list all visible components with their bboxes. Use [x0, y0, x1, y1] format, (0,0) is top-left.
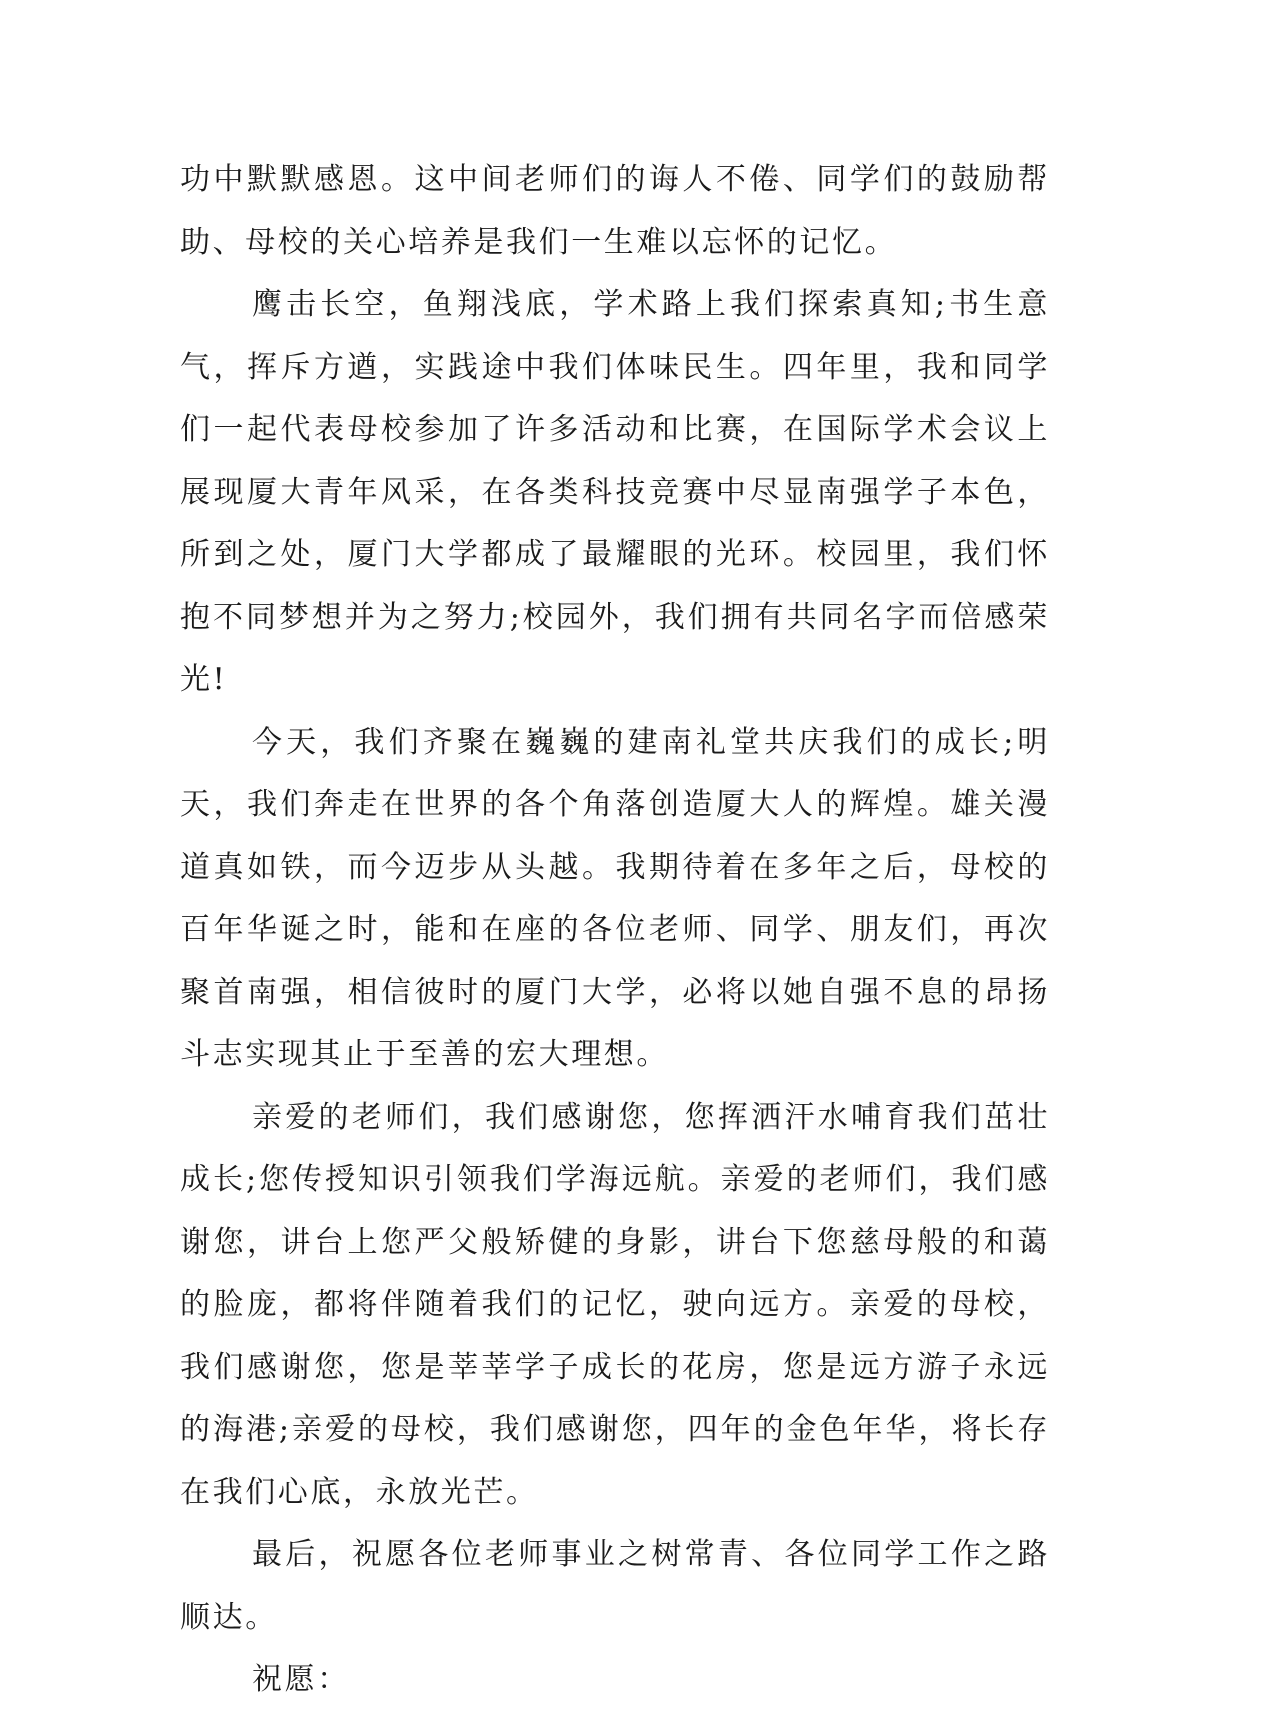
paragraph-today-tomorrow: 今天，我们齐聚在巍巍的建南礼堂共庆我们的成长;明天，我们奔走在世界的各个角落创造厦大人的辉煌。雄关漫道真如铁，而今迈步从头越。我期待着在多年之后，母校的百年华诞之时，能和在座的各位老师、同学、朋友们，再次聚首南强，相信彼时的厦门大学，必将以她自强不息的昂扬斗志实现其止于至善的宏大理想。 [180, 724, 1050, 1072]
paragraph-continuation: 功中默默感恩。这中间老师们的诲人不倦、同学们的鼓励帮助、母校的关心培养是我们一生难以忘怀的记忆。 [180, 162, 1050, 260]
document-body [180, 149, 1050, 1712]
paragraph-final-wishes: 最后，祝愿各位老师事业之树常青、各位同学工作之路顺达。 [180, 1537, 1050, 1635]
paragraph-closing: 祝愿： [252, 1662, 350, 1697]
paragraph-academic-achievements: 鹰击长空，鱼翔浅底，学术路上我们探索真知;书生意气，挥斥方遒，实践途中我们体味民生。四年里，我和同学们一起代表母校参加了许多活动和比赛，在国际学术会议上展现厦大青年风采，在各类科技竞赛中尽显南强学子本色，所到之处，厦门大学都成了最耀眼的光环。校园里，我们怀抱不同梦想并为之努力;校园外，我们拥有共同名字而倍感荣光! [180, 287, 1050, 697]
paragraph-thanks-teachers: 亲爱的老师们，我们感谢您，您挥洒汗水哺育我们茁壮成长;您传授知识引领我们学海远航。亲爱的老师们，我们感谢您，讲台上您严父般矫健的身影，讲台下您慈母般的和蔼的脸庞，都将伴随着我们的记忆，驶向远方。亲爱的母校，我们感谢您，您是莘莘学子成长的花房，您是远方游子永远的海港;亲爱的母校，我们感谢您，四年的金色年华，将长存在我们心底，永放光芒。 [180, 1099, 1050, 1510]
